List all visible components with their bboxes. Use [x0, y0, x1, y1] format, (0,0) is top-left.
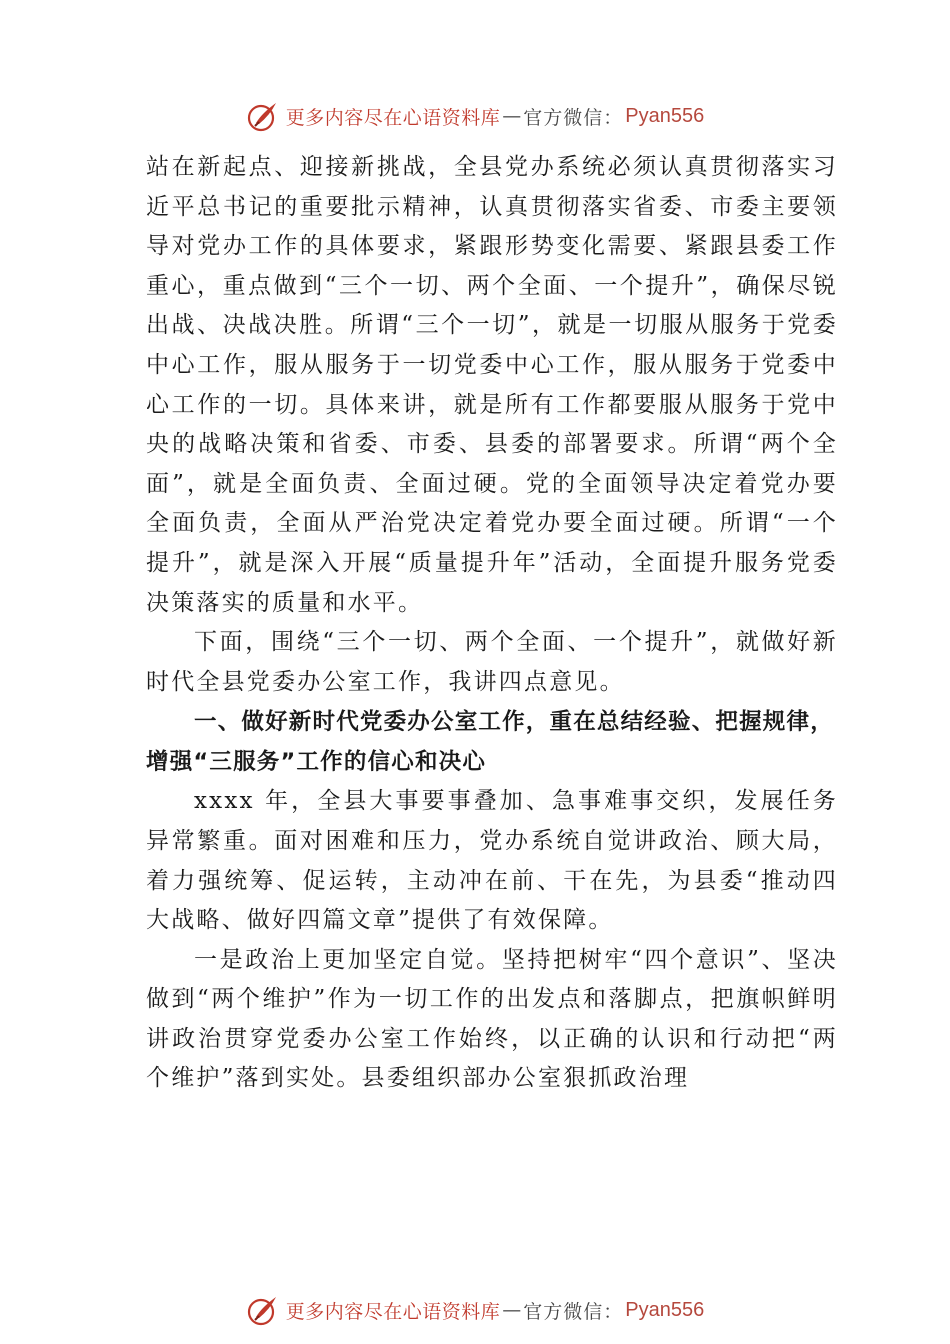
paragraph-intro: 站在新起点、迎接新挑战，全县党办系统必须认真贯彻落实习近平总书记的重要批示精神，认真贯彻落实省委、市委主要领导对党办工作的具体要求，紧跟形势变化需要、紧跟县委工作重心，重点做到“三个一切、两个全面、一个提升”，确保尽锐出战、决战决胜。所谓“三个一切”，就是一切服从服务于党委中心工作，服从服务于一切党委中心工作，服从服务于党委中心工作的一切。具体来讲，就是所有工作都要服从服务于党中央的战略决策和省委、市委、县委的部署要求。所谓“两个全面”，就是全面负责、全面过硬。党的全面领导决定着党办要全面负责，全面从严治党决定着党办要全面过硬。所谓“一个提升”，就是深入开展“质量提升年”活动，全面提升服务党委决策落实的质量和水平。 [146, 154, 838, 616]
watermark-account: Pyan556 [625, 104, 705, 127]
watermark-account: Pyan556 [625, 1298, 705, 1321]
paragraph-summary: xxxx 年，全县大事要事叠加、急事难事交织，发展任务异常繁重。面对困难和压力，党办系统自觉讲政治、顾大局，着力强统筹、促运转，主动冲在前、干在先，为县委“推动四大战略、做好四篇文章”提供了有效保障。 [146, 788, 838, 934]
paragraph-transition: 下面，围绕“三个一切、两个全面、一个提升”，就做好新时代全县党委办公室工作，我讲四点意见。 [146, 629, 838, 695]
footer-watermark [0, 1290, 950, 1330]
document-body [146, 148, 838, 1099]
watermark-label: 官方微信： [523, 1300, 624, 1323]
watermark-brand: 更多内容尽在心语资料库 [285, 1300, 501, 1323]
quill-pen-logo-icon [246, 99, 280, 133]
section-heading-1: 一、做好新时代党委办公室工作，重在总结经验、把握规律，增强“三服务”工作的信心和决心 [146, 709, 834, 776]
quill-pen-logo-icon [246, 1293, 280, 1327]
watermark-dash: — [502, 1299, 522, 1321]
watermark-brand: 更多内容尽在心语资料库 [285, 106, 501, 129]
paragraph-point-1: 一是政治上更加坚定自觉。坚持把树牢“四个意识”、坚决做到“两个维护”作为一切工作的出发点和落脚点，把旗帜鲜明讲政治贯穿党委办公室工作始终，以正确的认识和行动把“两个维护”落到实处。县委组织部办公室狠抓政治理 [146, 946, 838, 1092]
watermark-dash: — [502, 105, 522, 127]
watermark-label: 官方微信： [523, 106, 624, 129]
header-watermark [0, 96, 950, 136]
